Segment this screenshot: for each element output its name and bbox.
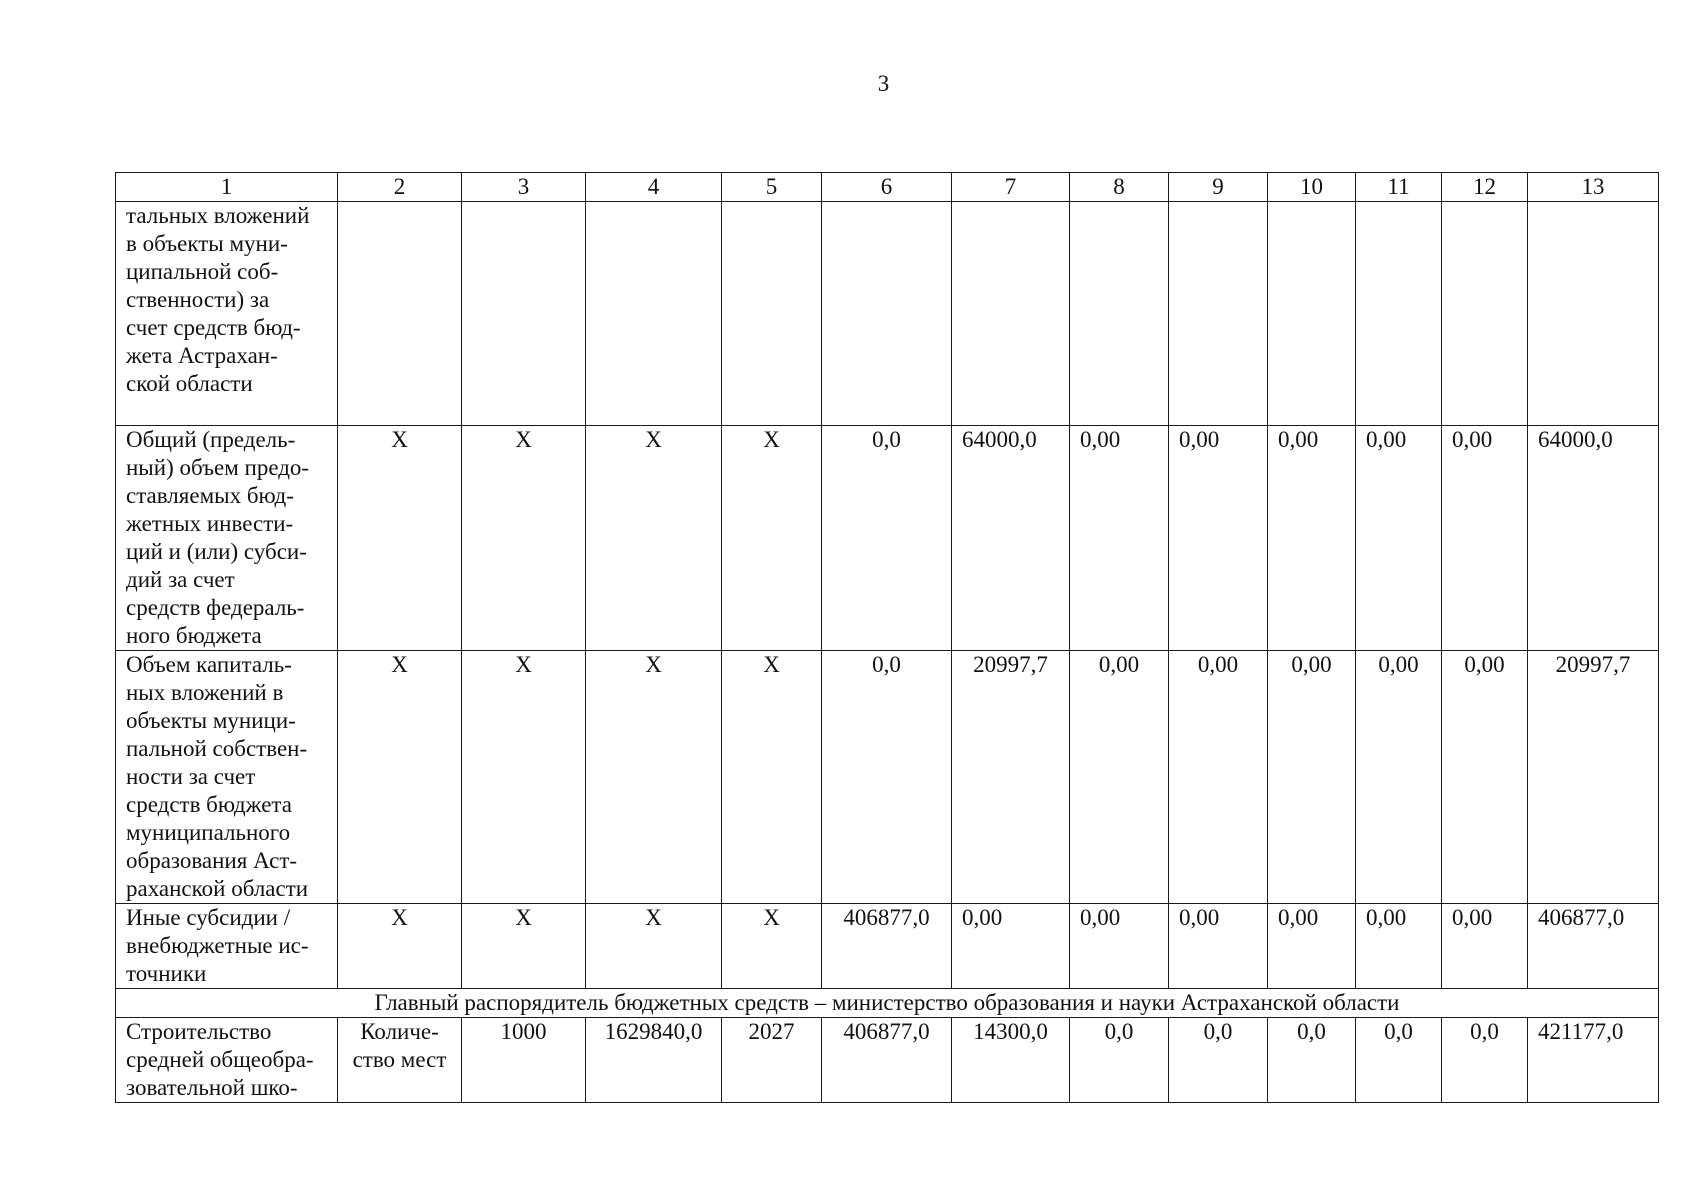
budget-investment-table [115,172,1659,1103]
table-cell: X [722,904,822,989]
table-cell: X [462,904,586,989]
table-row [116,651,1659,904]
table-cell: 0,00 [1268,904,1356,989]
table-cell: 0,00 [1442,426,1528,651]
table-cell: 0,0 [822,651,952,904]
table-cell: 406877,0 [822,904,952,989]
column-number: 9 [1169,173,1268,202]
table-cell: 0,00 [952,904,1070,989]
table-row [116,202,1659,426]
table-cell: 0,0 [1070,1018,1169,1103]
table-cell: 0,0 [1268,1018,1356,1103]
table-cell: X [722,651,822,904]
table-cell: 2027 [722,1018,822,1103]
section-title: Главный распорядитель бюджетных средств – министерство образования и науки Астраханской области [116,989,1659,1018]
table-cell: 0,0 [1442,1018,1528,1103]
table-cell [1070,202,1169,426]
table-cell [462,202,586,426]
table-row [116,904,1659,989]
table-cell: 0,00 [1442,651,1528,904]
table-cell: 0,00 [1070,651,1169,904]
row-description: Строительство средней общеобра- зовательной шко- [116,1018,338,1103]
table-cell [1268,202,1356,426]
table-cell: 20997,7 [952,651,1070,904]
table-cell: 0,0 [1169,1018,1268,1103]
table-cell: 406877,0 [1528,904,1659,989]
column-number: 12 [1442,173,1528,202]
column-number: 7 [952,173,1070,202]
column-number: 11 [1356,173,1442,202]
column-number: 10 [1268,173,1356,202]
table-cell: X [462,426,586,651]
table-cell: 0,00 [1442,904,1528,989]
table-cell: 64000,0 [952,426,1070,651]
column-number: 1 [116,173,338,202]
table-cell: 0,00 [1169,651,1268,904]
column-number: 3 [462,173,586,202]
table-cell: 0,00 [1169,904,1268,989]
table-cell: 0,00 [1268,426,1356,651]
unit-cell: Количе- ство мест [338,1018,462,1103]
table-cell [586,202,722,426]
table-cell: 0,0 [822,426,952,651]
table-row [116,426,1659,651]
table-cell [822,202,952,426]
table-cell: 0,00 [1356,426,1442,651]
table-cell [952,202,1070,426]
table-cell: 1629840,0 [586,1018,722,1103]
table-cell: 0,00 [1070,904,1169,989]
table-cell: 20997,7 [1528,651,1659,904]
table-cell [722,202,822,426]
table-cell: 0,00 [1070,426,1169,651]
table-cell: 0,00 [1356,904,1442,989]
table-cell: X [586,651,722,904]
table-cell: X [586,904,722,989]
section-row [116,989,1659,1018]
table-cell [1442,202,1528,426]
table-cell: 0,00 [1268,651,1356,904]
column-number: 4 [586,173,722,202]
table-cell [1356,202,1442,426]
table-cell: X [338,651,462,904]
table-cell: X [722,426,822,651]
table-cell: 406877,0 [822,1018,952,1103]
table-cell [338,202,462,426]
page-number: 3 [877,71,890,96]
table-cell [1169,202,1268,426]
table-cell: 1000 [462,1018,586,1103]
table-cell: 0,0 [1356,1018,1442,1103]
row-description: Общий (предель- ный) объем предо- ставляемых бюд- жетных инвести- ций и (или) субси- дий за счет средств федераль- ного бюджета [116,426,338,651]
row-description: Объем капиталь- ных вложений в объекты муници- пальной собствен- ности за счет средств бюджета муниципального образования Аст- раханской области [116,651,338,904]
table-cell: X [586,426,722,651]
table-cell: 64000,0 [1528,426,1659,651]
table-cell: X [338,426,462,651]
column-number: 6 [822,173,952,202]
column-number-row [116,173,1659,202]
column-number: 8 [1070,173,1169,202]
column-number: 5 [722,173,822,202]
table-cell: 0,00 [1169,426,1268,651]
column-number: 13 [1528,173,1659,202]
table-cell: 0,00 [1356,651,1442,904]
table-cell: 14300,0 [952,1018,1070,1103]
row-description: Иные субсидии / внебюджетные ис- точники [116,904,338,989]
row-description: тальных вложений в объекты муни- ципальной соб- ственности) за счет средств бюд- жета Астрахан- ской области [116,202,338,426]
table-cell [1528,202,1659,426]
table-cell: X [338,904,462,989]
table-cell: X [462,651,586,904]
table-cell: 421177,0 [1528,1018,1659,1103]
column-number: 2 [338,173,462,202]
table-row [116,1018,1659,1103]
